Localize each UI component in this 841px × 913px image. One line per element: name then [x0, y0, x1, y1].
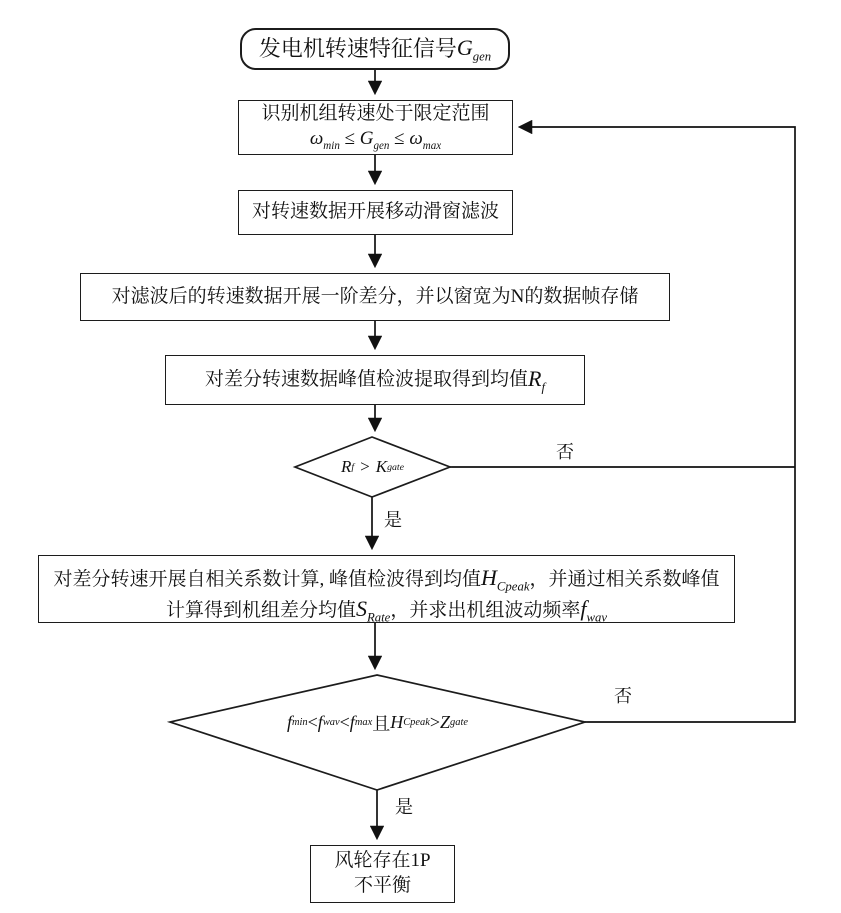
- no-label-decision2: 否: [614, 686, 632, 706]
- gt-operator-1: >: [360, 457, 370, 476]
- z-threshold-symbol: Z: [440, 712, 451, 732]
- f-wav-sub2: wav: [322, 717, 340, 728]
- yes-label-decision2: 是: [395, 797, 413, 817]
- yes-label-decision1: 是: [384, 510, 402, 530]
- lt-operator-2: <: [339, 712, 350, 732]
- peak-detect-label: 对差分转速数据峰值检波提取得到均值: [204, 368, 528, 390]
- leq-operator-1: ≤: [344, 127, 356, 149]
- node-start: [240, 28, 510, 70]
- f-max-symbol: f: [349, 712, 355, 732]
- start-symbol: G: [456, 34, 473, 60]
- f-min-sub: min: [291, 717, 308, 728]
- r-f-sub: f: [351, 461, 355, 473]
- node-difference: [80, 273, 670, 321]
- start-symbol-sub: gen: [472, 48, 492, 63]
- node-filter: [238, 190, 513, 235]
- omega-max-sub: max: [422, 139, 442, 152]
- no-label-decision1: 否: [556, 442, 574, 462]
- range-check-title: 识别机组转速处于限定范围: [261, 103, 490, 125]
- node-autocorrelation: [38, 555, 735, 623]
- k-threshold-symbol: K: [375, 457, 388, 476]
- filter-label: 对转速数据开展移动滑窗滤波: [251, 201, 499, 223]
- range-check-condition: [310, 127, 441, 153]
- omega-min-sub: min: [323, 139, 340, 152]
- result-line1: 风轮存在1P: [334, 850, 431, 872]
- result-line2: 不平衡: [353, 875, 411, 896]
- mean-r-sub: f: [541, 379, 545, 394]
- start-label: 发电机转速特征信号: [258, 35, 457, 61]
- no-line-decision2-feedback: [520, 127, 795, 722]
- f-min-symbol: f: [286, 712, 292, 732]
- decision2-condition: [210, 695, 545, 750]
- f-wav-symbol: f: [580, 595, 587, 621]
- s-rate-symbol: S: [355, 595, 367, 621]
- f-wav-symbol2: f: [317, 712, 323, 732]
- difference-label: 对滤波后的转速数据开展一阶差分，并以窗宽为N的数据帧存储: [111, 285, 639, 307]
- r-f-symbol: R: [340, 457, 352, 476]
- s-rate-sub: Rate: [366, 610, 391, 625]
- z-threshold-sub: gate: [450, 717, 469, 728]
- omega-min-symbol: ω: [309, 127, 324, 149]
- autocorr-part3: ，并求出机组波动频率: [390, 599, 581, 621]
- decision1-condition: [300, 445, 445, 489]
- h-cpeak-symbol2: H: [390, 712, 404, 732]
- gen-signal-symbol: G: [359, 127, 374, 149]
- h-cpeak-sub: Cpeak: [496, 579, 530, 594]
- mean-r-symbol: R: [528, 365, 542, 391]
- and-word: 且: [372, 713, 391, 734]
- autocorr-part1: 对差分转速开展自相关系数计算, 峰值检波得到均值: [53, 569, 482, 590]
- gen-signal-sub: gen: [373, 139, 390, 152]
- autocorr-part2: ，并通过相关系数峰值计算得到机组差分均值: [165, 569, 720, 621]
- h-cpeak-sub2: Cpeak: [403, 717, 430, 728]
- node-peak-detect: [165, 355, 585, 405]
- f-max-sub: max: [354, 717, 373, 728]
- k-threshold-sub: gate: [387, 461, 405, 473]
- omega-max-symbol: ω: [409, 127, 423, 149]
- leq-operator-2: ≤: [394, 127, 405, 149]
- h-cpeak-symbol: H: [481, 565, 497, 590]
- gt-operator-2: >: [429, 712, 441, 732]
- node-result: [310, 845, 455, 903]
- f-wav-sub: wav: [586, 610, 608, 625]
- node-range-check: [238, 100, 513, 155]
- lt-operator-1: <: [307, 712, 318, 732]
